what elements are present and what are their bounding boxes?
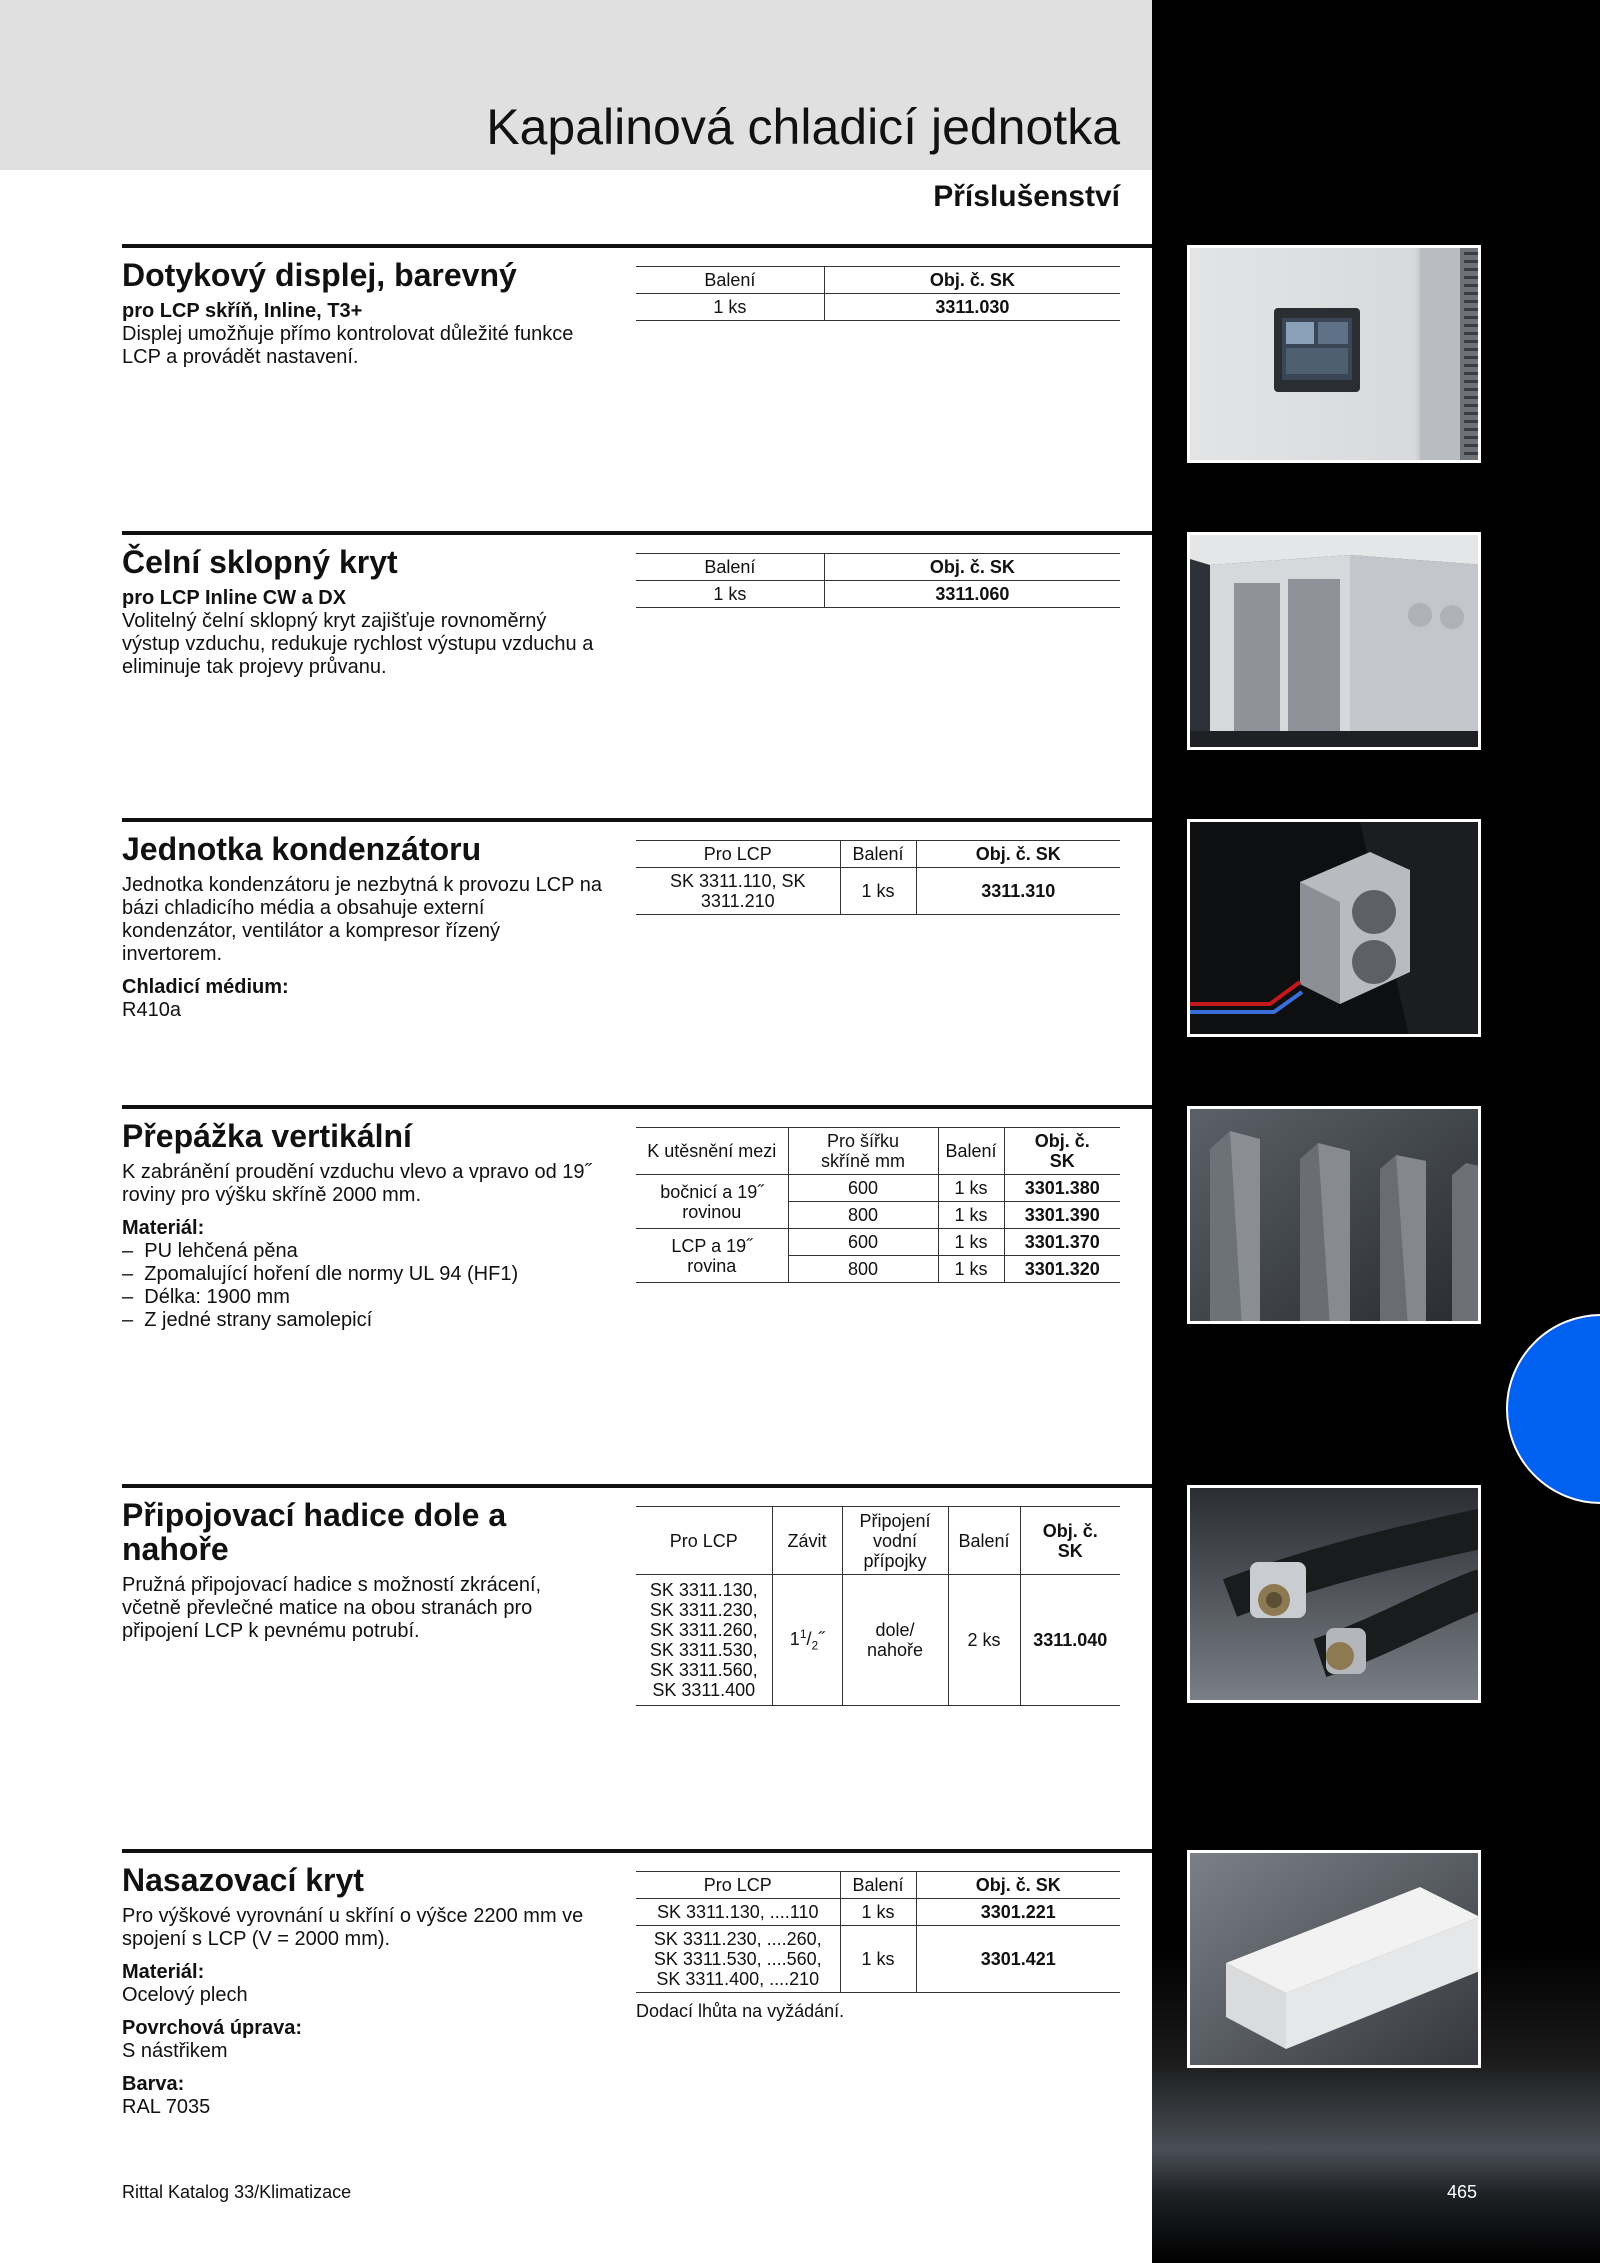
product-text: Pro výškové vyrovnání u skříní o výšce 2200 mm ve spojení s LCP (V = 2000 mm).: [122, 1905, 584, 1950]
product-photo-top-cover: [1187, 1850, 1481, 2068]
col-header: Balení: [636, 267, 824, 294]
col-header: Obj. č. SK: [1004, 1128, 1120, 1175]
order-table: [636, 1127, 1120, 1283]
compatible-model: SK 3311.560,: [649, 1660, 758, 1680]
product-description: [122, 587, 602, 679]
col-header: Pro šířku skříně mm: [788, 1128, 938, 1175]
table-cell: 600: [788, 1175, 938, 1202]
list-item: – Z jedné strany samolepicí: [122, 1309, 373, 1331]
col-header: Závit: [772, 1507, 842, 1575]
table-header-row: [636, 1872, 1120, 1899]
order-table: [636, 1871, 1120, 1993]
list-item: – PU lehčená pěna: [122, 1240, 298, 1262]
order-number: 3301.390: [1004, 1202, 1120, 1229]
product-subtitle: pro LCP skříň, Inline, T3+: [122, 300, 363, 322]
spec-value: R410a: [122, 999, 181, 1021]
page-title: Kapalinová chladicí jednotka: [486, 99, 1120, 155]
table-cell: 800: [788, 1202, 938, 1229]
section-rule: [122, 531, 1152, 535]
table-cell: 1 ks: [938, 1256, 1004, 1283]
table-row: [636, 1926, 1120, 1993]
product-photo-touch-display: [1187, 245, 1481, 463]
connection-hose-image: [1190, 1488, 1481, 1703]
section-rule: [122, 1105, 1152, 1109]
compatible-model: SK 3311.230,: [649, 1600, 758, 1620]
table-row: [636, 1175, 1120, 1202]
spec-label: Materiál:: [122, 1961, 205, 1983]
table-cell: 1 ks: [636, 294, 824, 321]
thread-size: $1^1/_2˝$: [772, 1575, 842, 1706]
col-header: Pro LCP: [636, 1507, 772, 1575]
order-number: 3301.320: [1004, 1256, 1120, 1283]
product-title: Čelní sklopný kryt: [122, 544, 398, 580]
compatible-model: SK 3311.530,: [649, 1640, 758, 1660]
table-header-row: [636, 1507, 1120, 1575]
table-cell: 600: [788, 1229, 938, 1256]
table-row: [636, 868, 1120, 915]
product-text: Pružná připojovací hadice s možností zkrácení, včetně převlečné matice na obou stranách pro připojení LCP k pevnému potrubí.: [122, 1574, 542, 1642]
spec-value: S nástřikem: [122, 2040, 228, 2062]
order-number: 3301.221: [916, 1899, 1120, 1926]
spec-value: RAL 7035: [122, 2096, 211, 2118]
product-photo-vertical-partition: [1187, 1106, 1481, 1324]
material-label: Materiál:: [122, 1217, 205, 1239]
compatible-model: SK 3311.130,: [649, 1580, 758, 1600]
product-description: [122, 300, 602, 369]
spec-label: Barva:: [122, 2073, 185, 2095]
table-header-row: [636, 554, 1120, 581]
order-table: [636, 840, 1120, 915]
order-table: [636, 266, 1120, 321]
product-text: Jednotka kondenzátoru je nezbytná k provozu LCP na bázi chladicího média a obsahuje externí kondenzátor, ventilátor a kompresor řízený invertorem.: [122, 874, 602, 965]
col-header: Balení: [840, 841, 916, 868]
page-number: 465: [1447, 2182, 1478, 2202]
table-cell: dole/ nahoře: [842, 1575, 948, 1706]
section-rule: [122, 1849, 1152, 1853]
table-row: [636, 581, 1120, 608]
product-description: [122, 1574, 602, 1643]
col-header: Obj. č. SK: [824, 554, 1120, 581]
order-table: [636, 1506, 1120, 1706]
order-number: 3311.040: [1020, 1575, 1120, 1706]
top-cover-image: [1190, 1853, 1481, 2068]
product-text: Displej umožňuje přímo kontrolovat důležité funkce LCP a provádět nastavení.: [122, 323, 574, 368]
order-number: 3301.380: [1004, 1175, 1120, 1202]
table-cell: 1 ks: [938, 1229, 1004, 1256]
table-row: [636, 1899, 1120, 1926]
product-photo-condenser-unit: [1187, 819, 1481, 1037]
order-number: 3311.310: [916, 868, 1120, 915]
table-cell: 1 ks: [938, 1175, 1004, 1202]
product-title: Připojovací hadice dole a nahoře: [122, 1497, 507, 1567]
product-description: [122, 1905, 602, 2119]
table-cell: 1 ks: [636, 581, 824, 608]
table-header-row: [636, 267, 1120, 294]
product-description: [122, 1161, 602, 1332]
section-rule: [122, 1484, 1152, 1488]
compatible-model: SK 3311.400: [652, 1680, 756, 1700]
product-subtitle: pro LCP Inline CW a DX: [122, 587, 347, 609]
product-description: [122, 874, 602, 1022]
product-title: Přepážka vertikální: [122, 1118, 412, 1154]
table-row: [636, 1575, 1120, 1706]
compatible-model: SK 3311.260,: [649, 1620, 758, 1640]
product-title: Nasazovací kryt: [122, 1862, 364, 1898]
spec-label: Povrchová úprava:: [122, 2017, 303, 2039]
table-header-row: [636, 841, 1120, 868]
table-cell: [636, 1575, 772, 1706]
col-header: Pro LCP: [636, 841, 840, 868]
col-header: Balení: [840, 1872, 916, 1899]
list-item: – Délka: 1900 mm: [122, 1286, 290, 1308]
col-header: K utěsnění mezi: [636, 1128, 788, 1175]
col-header: Obj. č. SK: [916, 841, 1120, 868]
table-cell: 800: [788, 1256, 938, 1283]
front-cover-image: [1190, 535, 1481, 750]
order-number: 3311.030: [824, 294, 1120, 321]
col-header: Obj. č. SK: [916, 1872, 1120, 1899]
vertical-partition-image: [1190, 1109, 1481, 1324]
product-title: Jednotka kondenzátoru: [122, 831, 482, 867]
table-cell: 1 ks: [840, 1899, 916, 1926]
table-cell: SK 3311.230, ....260, SK 3311.530, ....560, SK 3311.400, ....210: [636, 1926, 840, 1993]
col-header: Balení: [948, 1507, 1020, 1575]
delivery-note: Dodací lhůta na vyžádání.: [636, 2001, 845, 2021]
col-header: Obj. č. SK: [1020, 1507, 1120, 1575]
col-header: Připojení vodní přípojky: [842, 1507, 948, 1575]
table-cell: 1 ks: [840, 868, 916, 915]
product-photo-connection-hose: [1187, 1485, 1481, 1703]
product-photo-front-cover: [1187, 532, 1481, 750]
col-header: Balení: [938, 1128, 1004, 1175]
table-header-row: [636, 1128, 1120, 1175]
table-cell: 1 ks: [840, 1926, 916, 1993]
product-text: K zabránění proudění vzduchu vlevo a vpravo od 19˝ roviny pro výšku skříně 2000 mm.: [122, 1161, 592, 1206]
footer-catalog: Rittal Katalog 33/Klimatizace: [122, 2182, 352, 2202]
touch-display-image: [1190, 248, 1481, 463]
table-cell: 2 ks: [948, 1575, 1020, 1706]
order-number: 3311.060: [824, 581, 1120, 608]
order-table: [636, 553, 1120, 608]
table-cell: SK 3311.130, ....110: [636, 1899, 840, 1926]
product-text: Volitelný čelní sklopný kryt zajišťuje rovnoměrný výstup vzduchu, redukuje rychlost výstupu vzduchu a eliminuje tak projevy průvanu.: [122, 610, 594, 678]
table-row: [636, 294, 1120, 321]
col-header: Pro LCP: [636, 1872, 840, 1899]
table-cell: LCP a 19˝ rovina: [636, 1229, 788, 1283]
table-row: [636, 1229, 1120, 1256]
table-cell: SK 3311.110, SK 3311.210: [636, 868, 840, 915]
order-number: 3301.370: [1004, 1229, 1120, 1256]
order-number: 3301.421: [916, 1926, 1120, 1993]
col-header: Balení: [636, 554, 824, 581]
spec-label: Chladicí médium:: [122, 976, 289, 998]
condenser-unit-image: [1190, 822, 1481, 1037]
table-cell: bočnicí a 19˝ rovinou: [636, 1175, 788, 1229]
col-header: Obj. č. SK: [824, 267, 1120, 294]
product-title: Dotykový displej, barevný: [122, 257, 517, 293]
list-item: – Zpomalující hoření dle normy UL 94 (HF1): [122, 1263, 519, 1285]
spec-value: Ocelový plech: [122, 1984, 248, 2006]
page-subtitle: Příslušenství: [933, 180, 1120, 213]
table-cell: 1 ks: [938, 1202, 1004, 1229]
section-rule: [122, 818, 1152, 822]
section-rule: [122, 244, 1152, 248]
